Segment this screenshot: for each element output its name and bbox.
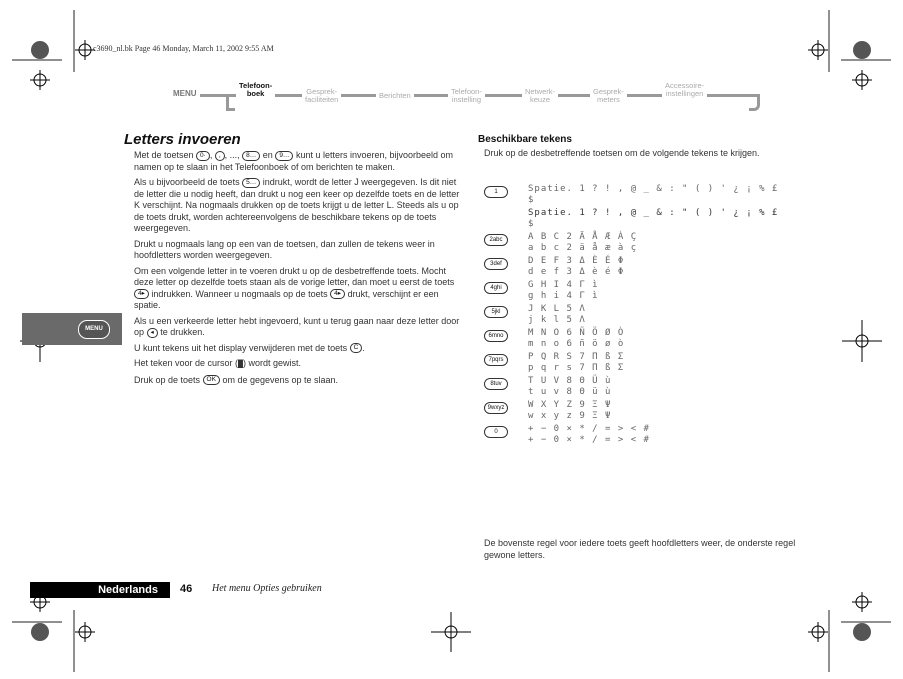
char-row-1 xyxy=(484,184,814,232)
char-lower-3: d e f 3 Δ è é Φ xyxy=(528,267,625,277)
p1-sep: , xyxy=(209,150,215,160)
char-lower-7: p q r s 7 Π ß Σ xyxy=(528,363,625,373)
key-ok: OK xyxy=(203,375,220,385)
paragraph-3: Drukt u nogmaals lang op een van de toetsen, dan zullen de tekens weer in hoofdletters worden weergegeven. xyxy=(134,238,435,260)
char-upper-9: W X Y Z 9 Ξ Ψ xyxy=(528,400,612,410)
section-title-beschikbare-tekens: Beschikbare tekens xyxy=(478,134,572,145)
char-row-7 xyxy=(484,352,814,376)
char-lower-0: + − 0 × * / = > < # xyxy=(528,435,650,445)
char-key-8: 8tuv xyxy=(484,378,508,390)
key-1: , xyxy=(215,151,225,161)
char-lower-9: w x y z 9 Ξ Ψ xyxy=(528,411,612,421)
char-key-1: 1 xyxy=(484,186,508,198)
p2-text-a: Als u bijvoorbeeld de toets xyxy=(134,177,243,187)
char-upper-5: J K L 5 Λ xyxy=(528,304,586,314)
char-row-9 xyxy=(484,400,814,424)
nav-item-netwerkkeuze: Netwerk- keuze xyxy=(522,88,558,104)
character-table xyxy=(484,184,814,448)
page-number: 46 xyxy=(180,583,193,595)
paragraph-4 xyxy=(134,266,464,312)
p1-ellipsis: , ..., xyxy=(224,150,243,160)
p8-text-b: om de gegevens op te slaan. xyxy=(219,374,339,385)
nav-item-telefoonboek: Telefoon- boek xyxy=(236,82,275,98)
p7-text-a: Het teken voor de cursor ( xyxy=(134,358,239,368)
p4-text-b: indrukken. Wanneer u nogmaals op de toets xyxy=(148,288,331,299)
key-4-right-2: 4▸ xyxy=(330,289,345,299)
paragraph-1 xyxy=(134,150,464,173)
char-key-2: 2abc xyxy=(484,234,508,246)
nav-item-berichten: Berichten xyxy=(376,92,414,100)
menu-navigation-bar xyxy=(170,76,760,110)
char-upper-4: G H I 4 Γ ì xyxy=(528,280,599,290)
characters-footnote: De bovenste regel voor iedere toets geeft hoofdletters weer, de onderste regel gewone letters. xyxy=(484,538,796,560)
char-upper-8: T U V 8 Θ Ü ù xyxy=(528,376,612,386)
p6-text-b: . xyxy=(362,342,365,353)
section-title-letters-invoeren: Letters invoeren xyxy=(124,131,241,148)
menu-button-icon: MENU xyxy=(78,320,110,339)
char-key-6: 6mno xyxy=(484,330,508,342)
nav-bracket-right xyxy=(749,94,760,111)
char-key-7: 7pqrs xyxy=(484,354,508,366)
char-row-0 xyxy=(484,424,814,448)
char-upper-0: + − 0 × * / = > < # xyxy=(528,424,650,434)
paragraph-8 xyxy=(134,375,464,387)
char-row-2 xyxy=(484,232,814,256)
footer-language-bar xyxy=(30,582,170,598)
key-8: 8… xyxy=(242,151,260,161)
p5-text-b: te drukken. xyxy=(157,327,205,337)
p2-text-b: indrukt, wordt de letter J weergegeven. Is dit niet de letter die u nodig heeft, dan drukt u nog een keer op dezelfde toets en de letter K verschijnt. Na nogmaals drukken op de toets krijgt u de letter L. Steeds als u op de toets drukt, worden achtereenvolgens de beschikbare tekens op de toets weergegeven. xyxy=(134,177,460,233)
char-key-9: 9wxyz xyxy=(484,402,508,414)
footer-section-title: Het menu Opties gebruiken xyxy=(212,583,322,594)
char-lower-2: a b c 2 ä å æ à ç xyxy=(528,243,638,253)
cursor-icon: █ xyxy=(238,361,244,368)
nav-item-accessoireinstellingen: Accessoire- instellingen xyxy=(662,82,707,98)
p6-text-a: U kunt tekens uit het display verwijderen met de toets xyxy=(134,342,350,353)
left-column-text xyxy=(134,150,464,390)
char-row-5 xyxy=(484,304,814,328)
paragraph-2 xyxy=(134,177,464,235)
nav-item-gesprekfaciliteiten: Gesprek- faciliteiten xyxy=(302,88,341,104)
char-row-3 xyxy=(484,256,814,280)
char-upper-6: M N O 6 Ñ Ö Ø Ò xyxy=(528,328,625,338)
p1-text-b: kunt u letters invoeren, bijvoorbeeld om namen op te slaan in het Telefoonboek of om berichten te maken. xyxy=(134,150,454,172)
char-upper-2: A B C 2 Ä Å Æ À Ç xyxy=(528,232,638,242)
paragraph-7 xyxy=(134,358,464,371)
key-5: 5… xyxy=(242,178,260,188)
nav-item-gesprekmeters: Gesprek- meters xyxy=(590,88,627,104)
key-c: C xyxy=(350,343,363,353)
char-key-3: 3def xyxy=(484,258,508,270)
p5-text-a: Als u een verkeerde letter hebt ingevoerd, kunt u terug gaan naar deze letter door op xyxy=(134,315,460,337)
p1-and: en xyxy=(260,150,276,160)
nav-item-telefooninstelling: Telefoon- instelling xyxy=(448,88,485,104)
char-upper-3: D E F 3 Δ È É Φ xyxy=(528,256,625,266)
key-4-right: 4▸ xyxy=(134,289,149,299)
char-row-4 xyxy=(484,280,814,304)
char-key-0: 0 xyxy=(484,426,508,438)
char-row-8 xyxy=(484,376,814,400)
paragraph-5 xyxy=(134,316,464,339)
print-header-stamp: c3690_nl.bk Page 46 Monday, March 11, 2002 9:55 AM xyxy=(93,44,274,53)
char-lower-1: Spatie. 1 ? ! , @ _ & : " ( ) ' ¿ ¡ % £ xyxy=(528,208,779,218)
char-key-5: 5jkl xyxy=(484,306,508,318)
characters-intro: Druk op de desbetreffende toetsen om de volgende tekens te krijgen. xyxy=(484,148,760,158)
p4-text-c: drukt, verschijnt er een spatie. xyxy=(134,288,439,310)
char-lower-1b: $ xyxy=(528,219,535,229)
char-lower-5: j k l 5 Λ xyxy=(528,315,586,325)
p8-text-a: Druk op de toets xyxy=(134,374,203,385)
char-lower-6: m n o 6 ñ ö ø ò xyxy=(528,339,625,349)
footer-language: Nederlands xyxy=(98,584,158,596)
nav-bracket-left xyxy=(226,94,235,111)
char-lower-8: t u v 8 Θ ü ù xyxy=(528,387,612,397)
p7-text-b: ) wordt gewist. xyxy=(243,358,302,368)
p4-text-a: Om een volgende letter in te voeren drukt u op de desbetreffende toets. Mocht deze letter op dezelfde toets staan als de vorige letter, dan moet u eerst de toets xyxy=(134,265,455,287)
char-key-4: 4ghi xyxy=(484,282,508,294)
char-row-6 xyxy=(484,328,814,352)
char-upper-1b: $ xyxy=(528,195,535,205)
char-upper-1: Spatie. 1 ? ! , @ _ & : " ( ) ' ¿ ¡ % £ xyxy=(528,184,779,194)
paragraph-6 xyxy=(134,343,464,355)
char-upper-7: P Q R S 7 Π ß Σ xyxy=(528,352,625,362)
key-0: 0· xyxy=(196,151,210,161)
key-left-arrow: ◂ xyxy=(147,328,158,338)
key-9: 9… xyxy=(275,151,293,161)
nav-menu-label: MENU xyxy=(170,90,200,98)
p1-text-a: Met de toetsen xyxy=(134,150,197,160)
char-lower-4: g h i 4 Γ ì xyxy=(528,291,599,301)
